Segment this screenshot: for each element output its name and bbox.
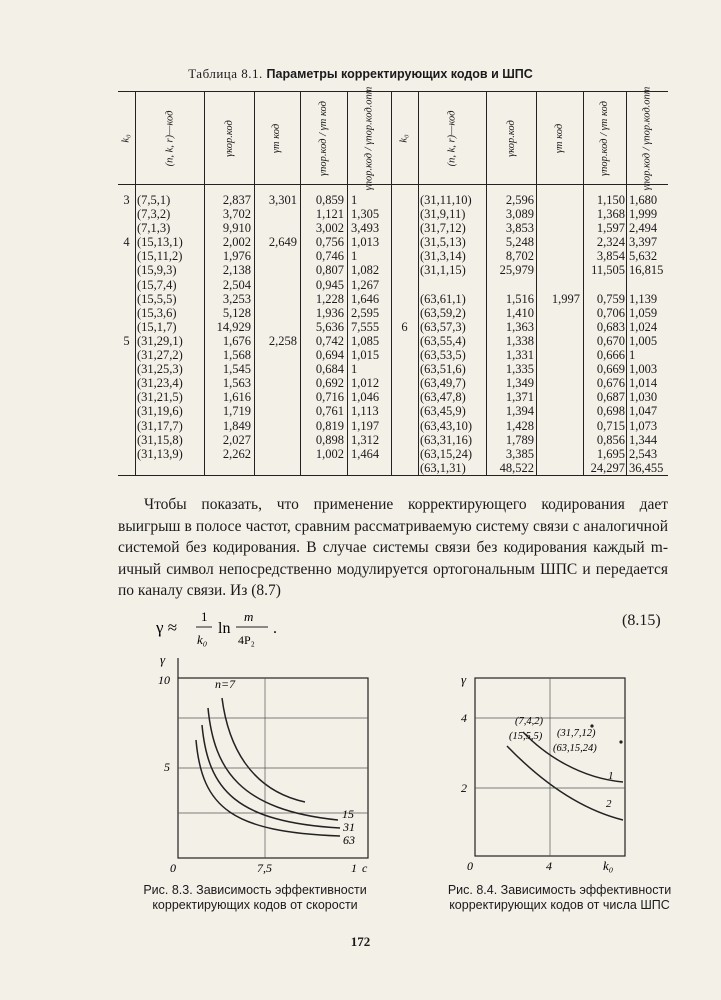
table-cell: 8,702 [505,249,534,264]
table-cell: 2,649 [268,235,297,250]
table-cell: 3,002 [315,221,344,236]
table-cell: (63,53,5) [420,348,466,363]
fig84-caption: Рис. 8.4. Зависимость эффективности корректирующих кодов от числа ШПС [447,883,672,912]
table-cell: 1,363 [505,319,534,334]
formula-svg [156,606,356,652]
table-cell: 1,014 [629,376,658,391]
table-cell: 16,815 [629,263,664,278]
table-cell [254,362,297,376]
table-top-rule [118,91,668,92]
table-cell: 1,024 [629,319,658,334]
table-cell: 2,504 [222,277,251,292]
table-cell [536,249,580,263]
table-cell [536,306,580,320]
table-cell: 0,807 [315,263,344,278]
table-cell: 1,005 [629,333,658,348]
table-cell [118,376,135,390]
col-right-codes [420,193,486,475]
table-cell [536,461,580,475]
table-cell [536,221,580,235]
table-bottom-rule [118,475,668,476]
table-cell: 1,150 [596,193,625,207]
fig84-point [619,740,622,743]
table-cell [118,390,135,404]
fig83-caption: Рис. 8.3. Зависимость эффективности корректирующих кодов от скорости [143,883,367,912]
table-cell: (15,7,4) [137,277,177,292]
table-cell: 1 [351,249,358,264]
fig83-label-n31: 31 [343,820,355,834]
table-cell: 1,976 [222,249,251,264]
table-cell [536,390,580,404]
table-cell: 1,719 [222,404,251,419]
table-cell: 1,695 [596,446,625,461]
formula-lhs: γ ≈ [156,618,178,637]
table-cell: (7,5,1) [137,193,171,207]
table-cell: 14,929 [216,319,251,334]
fig84-ann1a: (7,4,2) [515,716,543,727]
table-cell: 2,324 [596,235,625,250]
header-ratio1: γпор.код / γm код [318,100,329,176]
table-cell: 2,595 [351,305,380,320]
table-cell [536,447,580,461]
table-cell: (7,3,2) [137,207,171,222]
table-cell: 1 [351,193,358,207]
table-cell: 2,138 [222,263,251,278]
header-gamma-kor-right: γкор.код [505,119,517,157]
equation-number: (8.15) [622,612,661,629]
table-cell: 0,706 [596,305,625,320]
header-gamma-kor: γкор.код [223,119,235,157]
fig83-y-label: γ [160,652,166,667]
table-cell: 2,596 [505,193,534,207]
table-cell: 1,305 [351,207,380,222]
table-cell: 2,543 [629,446,658,461]
table-cell: (63,55,4) [420,333,466,348]
table-cell: 1,371 [505,390,534,405]
table-cell [536,404,580,418]
table-cell: 1,015 [351,348,380,363]
table-cell: (15,11,2) [137,249,183,264]
table-cell [536,235,580,249]
header-k0: k₀ [121,133,132,143]
col-left-gamma-m [254,193,297,461]
table-cell [254,320,297,334]
table-cell [254,390,297,404]
table-cell: 1,312 [351,432,380,447]
table-cell: (63,57,3) [420,319,466,334]
header-code-right: (n, k, r)—код [446,110,458,166]
table-cell: 3,301 [268,193,297,207]
table-cell: (63,43,10) [420,418,473,433]
table-cell: (31,5,13) [420,235,466,250]
col-left-ratio2 [351,193,391,461]
table-cell: (31,25,3) [137,362,183,377]
table-cell: 0,694 [315,348,344,363]
fig83-label-n63: 63 [343,833,355,847]
table-cell [254,278,297,292]
table-cell: 2,837 [222,193,251,207]
table-cell: 1,228 [315,291,344,306]
table-cell: 3,385 [505,446,534,461]
formula-frac2-den: 4P₂ [238,633,255,647]
table-cell: 4 [123,235,130,250]
table-cell: (31,1,15) [420,263,466,278]
table-cell [536,362,580,376]
table-cell: 1,085 [351,333,380,348]
table-cell [420,278,486,292]
table-cell: (63,51,6) [420,362,466,377]
table-cell: 1,789 [505,432,534,447]
table-caption [0,66,721,82]
table-cell [254,221,297,235]
table-cell: 1,082 [351,263,380,278]
fig84-origin: 0 [467,859,473,873]
table-cell: 0,742 [315,333,344,348]
table-cell: 0,756 [315,235,344,250]
table-cell [254,447,297,461]
table-cell: 0,945 [315,277,344,292]
table-cell: (15,1,7) [137,319,177,334]
table-cell: 3 [123,193,130,207]
table-cell: 1,197 [351,418,380,433]
col-right-gamma-m [536,193,580,475]
table-cell: 5,248 [505,235,534,250]
table-cell: 1 [351,362,358,377]
table-cell: 1,139 [629,291,658,306]
table-cell: 1,394 [505,404,534,419]
table-cell: (63,1,31) [420,460,466,475]
table-cell: 1,428 [505,418,534,433]
figure-8-3 [140,650,380,880]
table-cell: 1,002 [315,446,344,461]
header-gamma-m: γm код [271,123,283,153]
col-left-ratio1 [300,193,344,461]
table-cell: 2,262 [222,446,251,461]
table-cell: (31,7,12) [420,221,466,236]
col-left-codes [137,193,203,461]
table-cell [118,447,135,461]
fig84-ann2b: (63,15,24) [553,743,597,754]
table-cell [536,263,580,277]
table-cell: 1,849 [222,418,251,433]
fig84-y-label: γ [461,672,467,687]
table-cell: (63,61,1) [420,291,466,306]
table-cell: 1,073 [629,418,658,433]
table-cell [536,376,580,390]
table-cell: 1,013 [351,235,380,250]
table-cell: (31,9,11) [420,207,466,222]
table-cell: 1,344 [629,432,658,447]
table-cell: 1,331 [505,348,534,363]
table-cell: 0,715 [596,418,625,433]
table-cell [536,334,580,348]
table-cell: 1,464 [351,446,380,461]
table-cell: 7,555 [351,319,380,334]
table-cell: 3,854 [596,249,625,264]
table-cell: 3,702 [222,207,251,222]
table-cell [118,249,135,263]
col-right-ratio1 [583,193,625,475]
table-cell [536,419,580,433]
table-cell: 0,716 [315,390,344,405]
table-cell: (31,3,14) [420,249,466,264]
table-cell [536,193,580,207]
formula-ln: ln [218,620,231,637]
table-cell [486,278,534,292]
fig84-curve-label-2: 2 [606,798,612,810]
table-cell: 1,616 [222,390,251,405]
table-cell: (31,23,4) [137,376,183,391]
col-right-ratio2 [629,193,669,475]
table-cell: 24,297 [590,460,625,475]
table-cell: 0,898 [315,432,344,447]
table-cell: 3,493 [351,221,380,236]
table-cell: 2,002 [222,235,251,250]
table-cell: 0,692 [315,376,344,391]
table-cell: 0,676 [596,376,625,391]
table-cell [254,376,297,390]
table-cell: 3,089 [505,207,534,222]
table-cell: 3,853 [505,221,534,236]
table-cell [118,263,135,277]
table-cell: (63,47,8) [420,390,466,405]
formula-frac1-den: k₀ [197,632,208,647]
table-cell: (63,15,24) [420,446,473,461]
table-cell: 5,636 [315,319,344,334]
table-cell: 1,597 [596,221,625,236]
table-cell: 11,505 [591,263,625,278]
table-cell: (7,1,3) [137,221,171,236]
table-cell: 0,669 [596,362,625,377]
table-cell: 0,666 [596,348,625,363]
table-cell: 0,683 [596,319,625,334]
table-cell: (31,17,7) [137,418,183,433]
table-cell: (63,49,7) [420,376,466,391]
table-cell: 0,819 [315,418,344,433]
table-cell [254,348,297,362]
table-cell: 0,759 [596,291,625,306]
fig83-curve-n31 [202,725,340,828]
table-cell [254,207,297,221]
fig83-x-tick-1: 1 [351,861,357,875]
table-cell: 0,698 [596,404,625,419]
header-gamma-m-right: γm код [554,123,565,153]
table-cell: (31,11,10) [420,193,472,207]
table-cell [118,278,135,292]
table-cell [118,292,135,306]
table-cell: (15,5,5) [137,291,177,306]
table-cell [536,320,580,334]
fig83-curve-n7 [222,698,305,802]
table-cell: 2,027 [222,432,251,447]
table-cell: 1,680 [629,193,658,207]
table-cell: 1,997 [551,291,580,306]
table-cell: 1,646 [351,291,380,306]
table-cell: 5 [123,333,130,348]
table-cell: 1,059 [629,305,658,320]
table-cell: 3,397 [629,235,658,250]
col-left-k0 [118,193,135,461]
table-cell: 0,670 [596,333,625,348]
header-code: (n, k, r)—код [163,110,175,166]
table-cell: 5,128 [222,305,251,320]
table-cell: 1,335 [505,362,534,377]
fig83-x-unit: с [362,861,368,875]
table-cell [536,207,580,221]
table-cell: 1,267 [351,277,380,292]
table-cell [118,404,135,418]
body-paragraph [118,494,668,602]
table-cell: 1,676 [222,333,251,348]
fig84-y-tick-2: 2 [461,781,467,795]
header-ratio1-right: γпор.код / γm код [599,100,610,176]
fig84-ann1b: (15,5,5) [509,731,543,742]
table-cell: (15,3,6) [137,305,177,320]
paragraph-text: Чтобы показать, что применение корректирующего кодирования дает выигрыш в полосе частот, сравним рассматриваемую систему связи с аналогичной системой без кодирования. В случае системы связи без кодирования каждый m-ичный символ непосредственно модулируется ортогональным ШПС и передается по каналу связи. Из (8.7) [118,496,668,599]
header-ratio2-right: γпор.код / γпор.код.опт [641,86,653,190]
table-cell: 0,746 [315,249,344,264]
table-cell: 1 [629,348,636,363]
formula-frac2-num: m [244,609,254,624]
table-cell: 1,368 [596,207,625,222]
table-cell: 1,568 [222,348,251,363]
right-k0-value: 6 [401,320,408,334]
col-left-gamma-kor [204,193,251,461]
table-cell: 1,046 [351,390,380,405]
table-cell: (15,13,1) [137,235,183,250]
table-cell [254,404,297,418]
table-cell: 0,687 [596,390,625,405]
table-cell [254,419,297,433]
fig83-label-n7: n=7 [215,677,236,691]
table-cell: 2,258 [268,333,297,348]
table-cell: (31,27,2) [137,348,183,363]
table-cell [118,320,135,334]
table-cell [118,419,135,433]
table-cell [254,249,297,263]
fig83-x-tick-0: 7,5 [257,861,272,875]
table-caption-title: Параметры корректирующих кодов и ШПС [266,67,533,81]
table-cell [629,278,669,292]
table-cell: 1,545 [222,362,251,377]
table-cell [536,278,580,292]
table-cell: 2,494 [629,221,658,236]
table-cell [583,278,625,292]
page-number: 172 [350,934,371,949]
table-cell [118,221,135,235]
table-cell [118,207,135,221]
table-cell: 0,856 [596,432,625,447]
table-cell: 1,936 [315,305,344,320]
table-cell: 1,012 [351,376,380,391]
figure-8-4 [445,660,635,875]
table-cell [254,306,297,320]
table-cell: 1,349 [505,376,534,391]
header-ratio2: γпор.код / γпор.код.опт [363,86,375,190]
fig83-y-tick-10: 10 [158,673,170,687]
fig84-x-label: k₀ [603,858,614,873]
table-cell: 0,684 [315,362,344,377]
fig84-x-tick-4: 4 [546,859,552,873]
header-k0-right: k₀ [399,133,410,143]
table-cell: 9,910 [222,221,251,236]
fig84-ann2a: (31,7,12) [557,728,596,739]
formula-frac1-num: 1 [201,609,208,624]
table-cell: 1,999 [629,207,658,222]
table-cell: 1,410 [505,305,534,320]
table-cell: 1,563 [222,376,251,391]
table-cell: (31,13,9) [137,446,183,461]
table-cell: 25,979 [499,263,534,278]
table-cell [118,433,135,447]
table-cell: (31,15,8) [137,432,183,447]
fig83-origin: 0 [170,861,176,875]
col-right-gamma-kor [486,193,534,475]
table-cell: (31,21,5) [137,390,183,405]
table-cell: 1,516 [505,291,534,306]
table-cell: 36,455 [629,460,664,475]
table-cell: 1,113 [351,404,379,419]
table-cell: (63,31,16) [420,432,473,447]
table-cell: 5,632 [629,249,658,264]
table-cell: (31,19,6) [137,404,183,419]
fig84-curve-label-1: 1 [608,770,614,782]
table-cell [118,362,135,376]
table-cell: 48,522 [499,460,534,475]
formula-tail: . [273,620,277,637]
table-cell [536,348,580,362]
table-cell [254,292,297,306]
table-cell: 1,003 [629,362,658,377]
table-cell: (63,59,2) [420,305,466,320]
table-cell [118,348,135,362]
fig83-label-n15: 15 [342,807,354,821]
table-cell: 3,253 [222,291,251,306]
table-caption-prefix: Таблица 8.1. [188,66,263,81]
fig83-curve-n63 [196,740,340,836]
table-cell [254,433,297,447]
table-cell: 0,859 [315,193,344,207]
table-cell [536,433,580,447]
fig84-y-tick-4: 4 [461,711,467,725]
table-cell: (31,29,1) [137,333,183,348]
table-cell: (63,45,9) [420,404,466,419]
table-cell: 1,338 [505,333,534,348]
table-header-rule [118,184,668,185]
table-cell: 1,121 [315,207,344,222]
fig83-y-tick-5: 5 [164,760,170,774]
table-cell: 1,030 [629,390,658,405]
table-cell [118,306,135,320]
table-cell: 1,047 [629,404,658,419]
table-cell: 0,761 [315,404,344,419]
table-cell: (15,9,3) [137,263,177,278]
table-cell [254,263,297,277]
